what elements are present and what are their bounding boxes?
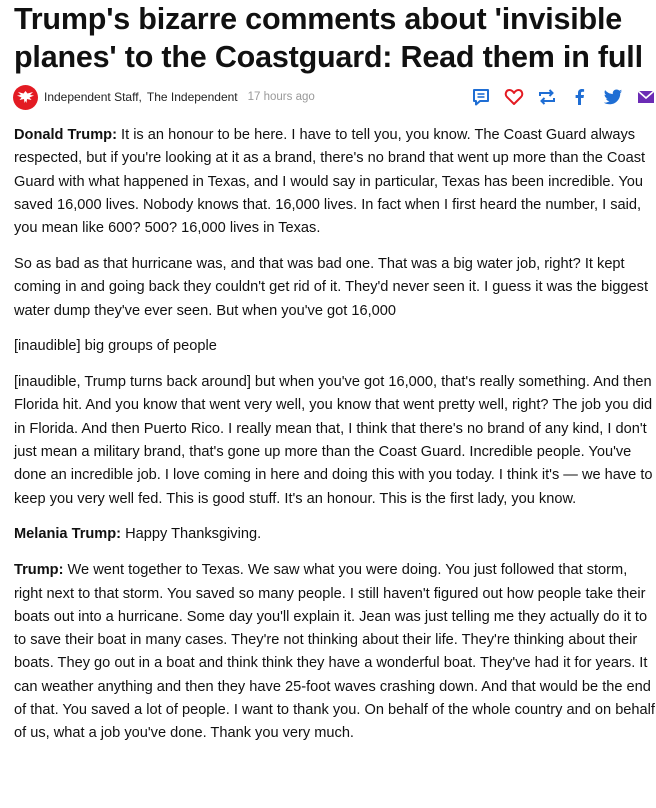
paragraph-text: It is an honour to be here. I have to tell you, you know. The Coast Guard always respected, but if you're looking at it as a brand, there's no brand that went up more than the Coast Guard with what happened in Texas, and I would say in particular, Texas has been incredible. You saved 16,000 lives. Nobody knows that. 16,000 lives. In fact when I first heard the number, I said, you mean like 600? 500? 16,000 lives in Texas. [14, 127, 646, 237]
paragraph [14, 559, 656, 745]
paragraph [14, 335, 656, 358]
paragraph-text: [inaudible] big groups of people [14, 338, 217, 355]
paragraph-text: Happy Thanksgiving. [125, 526, 262, 543]
byline [13, 84, 656, 110]
heart-icon[interactable] [504, 87, 524, 107]
paragraph-text: [inaudible, Trump turns back around] but when you've got 16,000, that's really something. And then Florida hit. And you know that went very well, you know that went pretty well, right? The job you did in Florida. And then Puerto Rico. I really mean that, I think that there's no brand of any kind, I don't just mean a military brand, that's gone up more than the Coast Guard. Incredible people. You've done an incredible job. I love coming in here and doing this with you today. I think it's — we have to keep you very well fed. This is good stuff. It's an honour. This is the first lady, you know. [14, 374, 653, 507]
email-icon[interactable] [636, 87, 656, 107]
paragraph [14, 124, 656, 240]
article-body [14, 124, 656, 758]
timestamp: 17 hours ago [247, 91, 315, 103]
paragraph [14, 523, 656, 546]
share-bar [471, 84, 656, 110]
twitter-icon[interactable] [603, 87, 623, 107]
paragraph-text: We went together to Texas. We saw what you were doing. You just followed that storm, right next to that storm. You saved so many people. I still haven't figured out how people take their boats out into a hurricane. Some day you'll explain it. Jean was just telling me they actually do it to to save their boat in many cases. They're not thinking about their life. They're thinking about their boats. They go out in a boat and think think they have a wonderful boat. They've had it for years. It can weather anything and then they have 25-foot waves crashing down. And that would be the end of that. You saved a lot of people. I want to thank you. On behalf of the whole country and on behalf of us, what a job you've done. Thank you very much. [14, 562, 655, 742]
comment-icon[interactable] [471, 87, 491, 107]
speaker-label: Trump: [14, 562, 64, 579]
paragraph [14, 371, 656, 511]
paragraph [14, 253, 656, 323]
author-name[interactable]: Independent Staff, [44, 90, 142, 104]
speaker-label: Melania Trump: [14, 526, 122, 543]
paragraph-text: So as bad as that hurricane was, and that was bad one. That was a big water job, right? It kept coming in and going back they couldn't get rid of it. They'd never seen it. I guess it was the biggest water dump they've ever seen. But when you've got 16,000 [14, 255, 649, 319]
headline: Trump's bizarre comments about 'invisible planes' to the Coastguard: Read them in full [14, 2, 643, 74]
speaker-label: Donald Trump: [14, 127, 117, 143]
independent-eagle-logo[interactable] [13, 85, 38, 110]
facebook-icon[interactable] [570, 87, 590, 107]
retweet-icon[interactable] [537, 87, 557, 107]
publication-name[interactable]: The Independent [146, 90, 238, 104]
byline-text [44, 90, 238, 104]
